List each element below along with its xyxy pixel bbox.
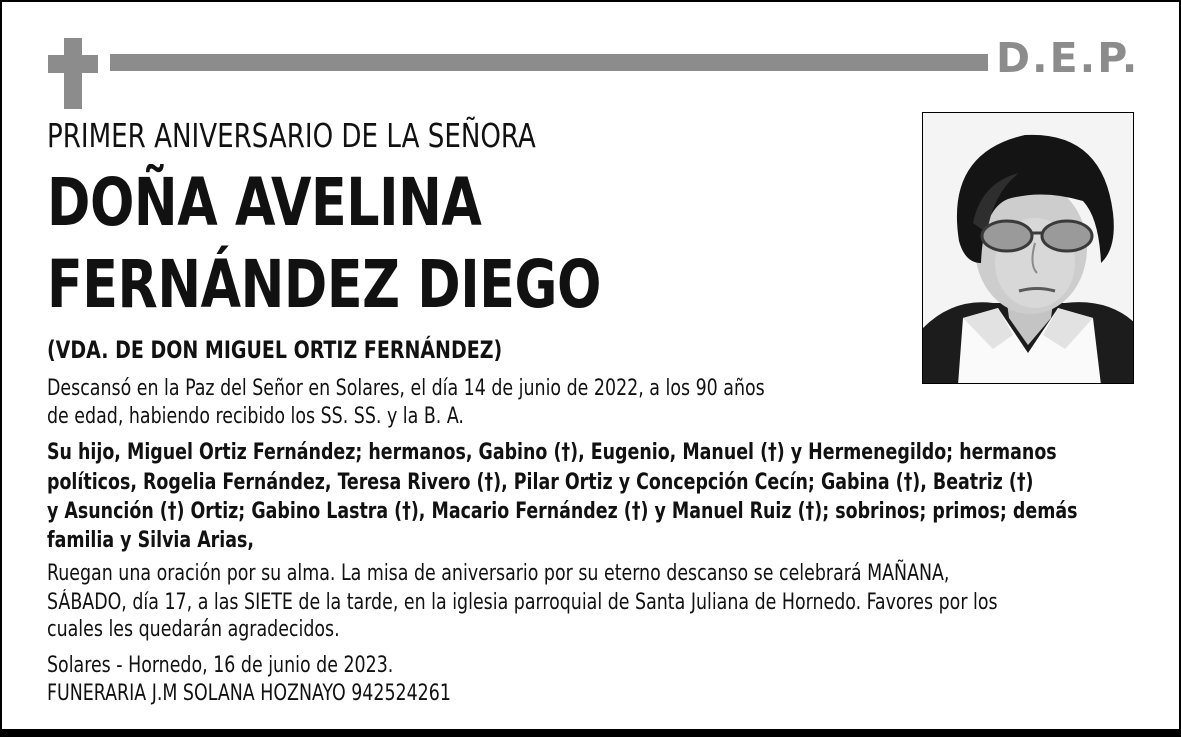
portrait-photo xyxy=(922,112,1134,384)
funeral-home: FUNERARIA J.M SOLANA HOZNAYO 942524261 xyxy=(47,681,451,706)
mass-line: SÁBADO, día 17, a las SIETE de la tarde, en la iglesia parroquial de Santa Juliana de Hornedo. Favores por los xyxy=(47,590,998,615)
dep-badge: D.E.P. xyxy=(996,34,1140,82)
deceased-name-line2: FERNÁNDEZ DIEGO xyxy=(47,246,601,323)
mass-line: cuales les quedarán agradecidos. xyxy=(47,617,340,642)
anniversary-heading: PRIMER ANIVERSARIO DE LA SEÑORA xyxy=(47,116,536,155)
death-line: de edad, habiendo recibido los SS. SS. y la B. A. xyxy=(47,404,464,429)
place-date: Solares - Hornedo, 16 de junio de 2023. xyxy=(47,653,394,678)
header-rule xyxy=(110,54,988,71)
family-line: políticos, Rogelia Fernández, Teresa Rivero (†), Pilar Ortiz y Concepción Cecín; Gabina (†), Beatriz (†) xyxy=(47,470,1034,495)
family-line: y Asunción (†) Ortiz; Gabino Lastra (†), Macario Fernández (†) y Manuel Ruiz (†); sobrinos; primos; demás xyxy=(47,499,1078,524)
death-line: Descansó en la Paz del Señor en Solares, el día 14 de junio de 2022, a los 90 años xyxy=(47,376,765,401)
widow-of-line: (VDA. DE DON MIGUEL ORTIZ FERNÁNDEZ) xyxy=(47,336,503,364)
family-line: familia y Silvia Arias, xyxy=(47,528,254,553)
family-line: Su hijo, Miguel Ortiz Fernández; hermanos, Gabino (†), Eugenio, Manuel (†) y Hermenegildo; hermanos xyxy=(47,440,1057,465)
mass-line: Ruegan una oración por su alma. La misa de aniversario por su eterno descanso se celebrará MAÑANA, xyxy=(47,561,950,586)
cross-icon xyxy=(48,38,98,109)
deceased-name-line1: DOÑA AVELINA xyxy=(47,164,482,241)
